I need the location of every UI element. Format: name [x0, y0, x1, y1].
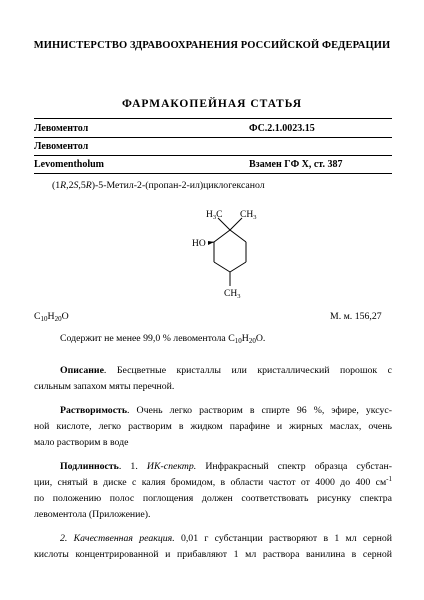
header-rule-2: [34, 137, 392, 138]
methyl-label-left: $H_3C$: [206, 210, 223, 221]
header-rule-top: [34, 118, 392, 119]
qualitative-section: 2. Качественная реакция. 0,01 г субстанции растворяют в 1 мл серной кислоты концентрированной и прибавляют 1 мл раствора ванилина в серной: [34, 533, 392, 560]
chemical-name: (1R,2S,5R)-5-Метил-2-(пропан-2-ил)циклогексанол: [52, 180, 265, 191]
name-ru-2: Левоментол: [34, 141, 89, 152]
description-section: Описание. Бесцветные кристаллы или кристаллический порошок с сильным запахом мяты перечной.: [34, 365, 392, 392]
molecular-mass: М. м. 156,27: [330, 311, 382, 322]
article-title: ФАРМАКОПЕЙНАЯ СТАТЬЯ: [121, 98, 303, 110]
solubility-section: Растворимость. Очень легко растворим в спирте 96 %, эфире, уксус- ной кислоте, легко растворим в жидком парафине и жирных маслах, очень мало растворим в воде: [34, 405, 392, 448]
methyl-label-right: $CH_3$: [240, 210, 257, 221]
identity-section: Подлинность. 1. ИК-спектр. Инфракрасный спектр образца субстан- ции, снятый в диске с калия бромидом, в области частот от 4000 до 400 $см^{-1}$ по положению полос поглощения должен соответствовать рисунку спектра левоментола (Приложение).: [34, 461, 393, 520]
article-code: ФС.2.1.0023.15: [249, 123, 315, 134]
header-rule-bottom: [34, 173, 392, 174]
molecular-formula: $C_{10}H_{20}O$: [34, 311, 69, 323]
ministry-header: МИНИСТЕРСТВО ЗДРАВООХРАНЕНИЯ РОССИЙСКОЙ ФЕДЕРАЦИИ: [33, 40, 391, 51]
structural-formula: [180, 198, 280, 298]
hydroxyl-label: HO: [192, 239, 206, 249]
replaces-note: Взамен ГФ X, ст. 387: [249, 159, 343, 170]
content-statement: Содержит не менее 99,0 % левоментола $C_{10}H_{20}O$.: [60, 333, 266, 345]
methyl-label-bottom: $CH_3$: [224, 289, 241, 298]
header-rule-3: [34, 155, 392, 156]
name-latin: Levomentholum: [34, 159, 104, 170]
name-ru-1: Левоментол: [34, 123, 89, 134]
